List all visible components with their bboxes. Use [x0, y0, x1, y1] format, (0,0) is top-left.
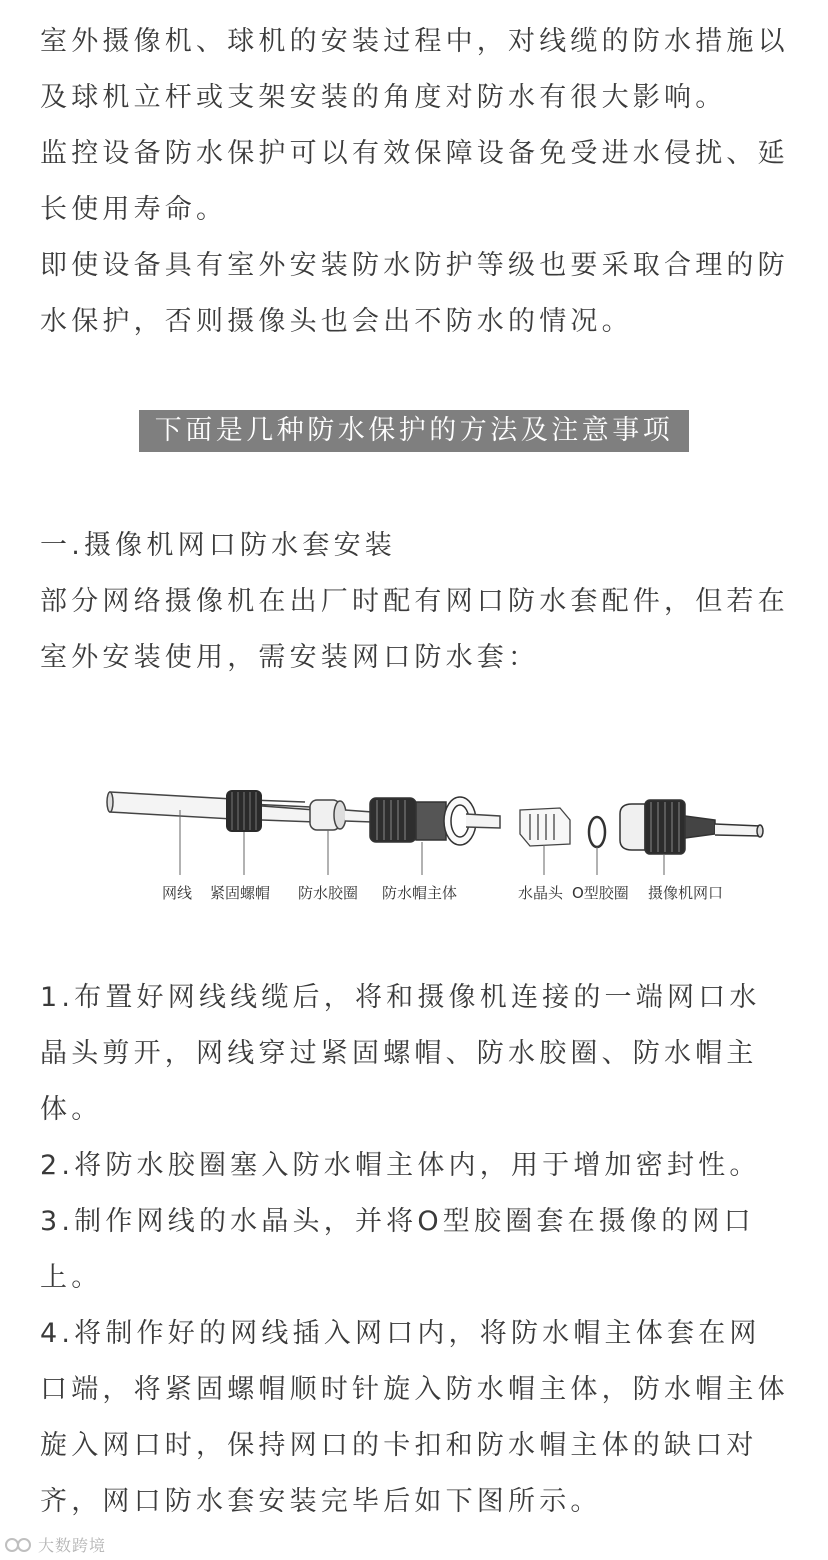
- step-2: 2.将防水胶圈塞入防水帽主体内，用于增加密封性。: [40, 1150, 761, 1181]
- label-cable: 网线: [162, 884, 193, 902]
- lock-nut-drawing: [226, 790, 262, 832]
- banner-container: [0, 410, 828, 452]
- watermark-logo-icon: [4, 1536, 34, 1554]
- step-4: 4.将制作好的网线插入网口内，将防水帽主体套在网口端，将紧固螺帽顺时针旋入防水帽主体，防水帽主体旋入网口时，保持网口的卡扣和防水帽主体的缺口对齐，网口防水套安装完毕后如下图所示。: [40, 1318, 789, 1517]
- steps-list: [40, 970, 790, 1530]
- rj45-connector-drawing: [520, 808, 570, 846]
- cap-body-drawing: [370, 797, 476, 845]
- section-banner: 下面是几种防水保护的方法及注意事项: [139, 410, 690, 452]
- watermark: [4, 1533, 106, 1556]
- section-1-heading: 一.摄像机网口防水套安装: [40, 530, 396, 561]
- diagram-svg: [100, 770, 780, 920]
- intro-paragraph-2: 监控设备防水保护可以有效保障设备免受进水侵扰、延长使用寿命。: [40, 138, 789, 225]
- step-1: 1.布置好网线线缆后，将和摄像机连接的一端网口水晶头剪开，网线穿过紧固螺帽、防水胶圈、防水帽主体。: [40, 982, 761, 1125]
- label-rj45: 水晶头: [518, 884, 564, 902]
- o-ring-drawing: [589, 817, 605, 847]
- label-cap-body: 防水帽主体: [382, 884, 458, 902]
- step-3: 3.制作网线的水晶头，并将O型胶圈套在摄像的网口上。: [40, 1206, 755, 1293]
- camera-port-drawing: [620, 800, 763, 854]
- label-o-ring: O型胶圈: [572, 884, 629, 902]
- intro-section: [40, 14, 790, 350]
- section-1-intro: 部分网络摄像机在出厂时配有网口防水套配件，但若在室外安装使用，需安装网口防水套：: [40, 586, 789, 673]
- section-1: [40, 518, 790, 686]
- rubber-seal-drawing: [310, 800, 346, 830]
- intro-paragraph-1: 室外摄像机、球机的安装过程中，对线缆的防水措施以及球机立杆或支架安装的角度对防水有很大影响。: [40, 26, 789, 113]
- label-lock-nut: 紧固螺帽: [210, 884, 271, 902]
- watermark-text: 大数跨境: [38, 1536, 107, 1555]
- label-camera-port: 摄像机网口: [648, 884, 724, 902]
- waterproof-kit-diagram: [100, 770, 780, 920]
- label-rubber-seal: 防水胶圈: [298, 884, 359, 902]
- intro-paragraph-3: 即使设备具有室外安装防水防护等级也要采取合理的防水保护，否则摄像头也会出不防水的情况。: [40, 250, 789, 337]
